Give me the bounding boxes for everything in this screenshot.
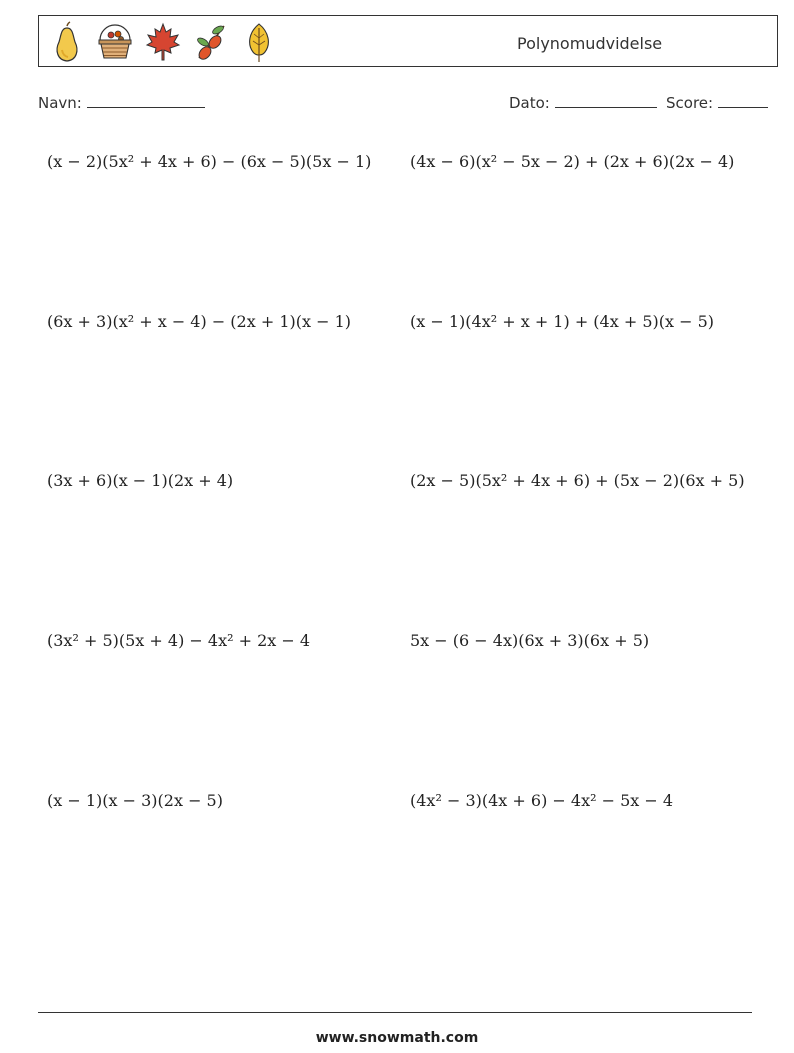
problem-9: (x − 1)(x − 3)(2x − 5) <box>47 791 223 810</box>
worksheet-title: Polynomudvidelse <box>517 34 663 53</box>
worksheet-header <box>38 15 778 67</box>
name-label: Navn: <box>38 94 82 112</box>
score-blank[interactable] <box>718 93 768 108</box>
maple-leaf-icon <box>143 20 183 64</box>
date-label: Dato: <box>509 94 550 112</box>
problem-5: (3x + 6)(x − 1)(2x + 4) <box>47 471 234 490</box>
footer-url: www.snowmath.com <box>315 1030 479 1046</box>
rosehip-icon <box>191 20 231 64</box>
name-field[interactable] <box>38 93 205 112</box>
problem-10: (4x² − 3)(4x + 6) − 4x² − 5x − 4 <box>410 791 674 810</box>
footer-divider <box>38 1012 752 1013</box>
date-field[interactable] <box>509 93 657 112</box>
yellow-leaf-icon <box>239 20 279 64</box>
score-field[interactable] <box>666 93 768 112</box>
header-icons <box>47 20 279 64</box>
problem-2: (4x − 6)(x² − 5x − 2) + (2x + 6)(2x − 4) <box>410 152 735 171</box>
problem-7: (3x² + 5)(5x + 4) − 4x² + 2x − 4 <box>47 631 311 650</box>
problem-6: (2x − 5)(5x² + 4x + 6) + (5x − 2)(6x + 5) <box>410 471 745 490</box>
name-blank[interactable] <box>87 93 205 108</box>
basket-icon <box>95 20 135 64</box>
problem-3: (6x + 3)(x² + x − 4) − (2x + 1)(x − 1) <box>47 312 352 331</box>
pear-icon <box>47 20 87 64</box>
score-label: Score: <box>666 94 714 112</box>
problem-4: (x − 1)(4x² + x + 1) + (4x + 5)(x − 5) <box>410 312 715 331</box>
problem-1: (x − 2)(5x² + 4x + 6) − (6x − 5)(5x − 1) <box>47 152 372 171</box>
problem-8: 5x − (6 − 4x)(6x + 3)(6x + 5) <box>410 631 650 650</box>
date-blank[interactable] <box>555 93 657 108</box>
